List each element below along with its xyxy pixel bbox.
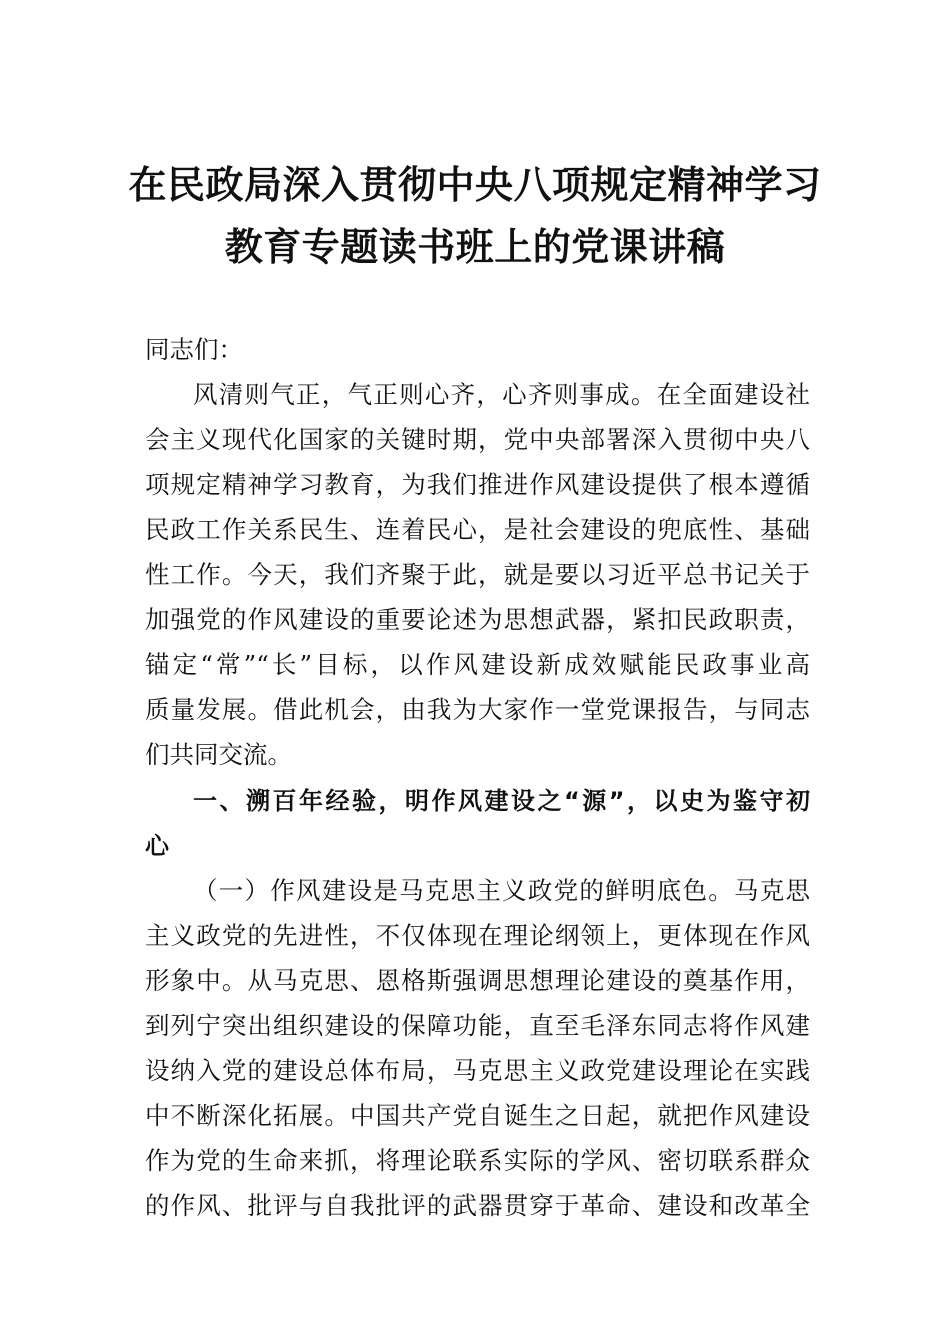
intro-line: 会主义现代化国家的关键时期，党中央部署深入贯彻中央八: [145, 425, 810, 454]
document-title-line-2: 教育专题读书班上的党课讲稿: [224, 224, 726, 269]
intro-line: 质量发展。借此机会，由我为大家作一堂党课报告，与同志: [145, 695, 810, 724]
intro-line: 民政工作关系民生、连着民心，是社会建设的兜底性、基础: [145, 515, 810, 544]
subsection-line: （一）作风建设是马克思主义政党的鲜明底色。马克思: [193, 876, 810, 905]
subsection-line: 的作风、批评与自我批评的武器贯穿于革命、建设和改革全: [145, 1191, 810, 1220]
intro-line: 锚定“常”“长”目标，以作风建设新成效赋能民政事业高: [145, 650, 810, 679]
intro-line: 项规定精神学习教育，为我们推进作风建设提供了根本遵循: [145, 470, 810, 499]
subsection-line: 设纳入党的建设总体布局，马克思主义政党建设理论在实践: [145, 1056, 810, 1085]
document-title-line-1: 在民政局深入贯彻中央八项规定精神学习: [128, 162, 822, 207]
section-heading-line: 一、溯百年经验，明作风建设之“源”，以史为鉴守初: [193, 787, 810, 815]
subsection-line: 到列宁突出组织建设的保障功能，直至毛泽东同志将作风建: [145, 1011, 810, 1040]
intro-line: 们共同交流。: [145, 740, 292, 769]
intro-line: 性工作。今天，我们齐聚于此，就是要以习近平总书记关于: [145, 560, 810, 589]
section-heading-line: 心: [145, 832, 169, 860]
subsection-line: 主义政党的先进性，不仅体现在理论纲领上，更体现在作风: [145, 921, 810, 950]
intro-line: 风清则气正，气正则心齐，心齐则事成。在全面建设社: [193, 380, 810, 409]
subsection-line: 形象中。从马克思、恩格斯强调思想理论建设的奠基作用，: [145, 966, 810, 995]
subsection-line: 中不断深化拓展。中国共产党自诞生之日起，就把作风建设: [145, 1101, 810, 1130]
greeting: 同志们：: [145, 335, 243, 364]
intro-line: 加强党的作风建设的重要论述为思想武器，紧扣民政职责，: [145, 605, 810, 634]
subsection-line: 作为党的生命来抓，将理论联系实际的学风、密切联系群众: [145, 1146, 810, 1175]
